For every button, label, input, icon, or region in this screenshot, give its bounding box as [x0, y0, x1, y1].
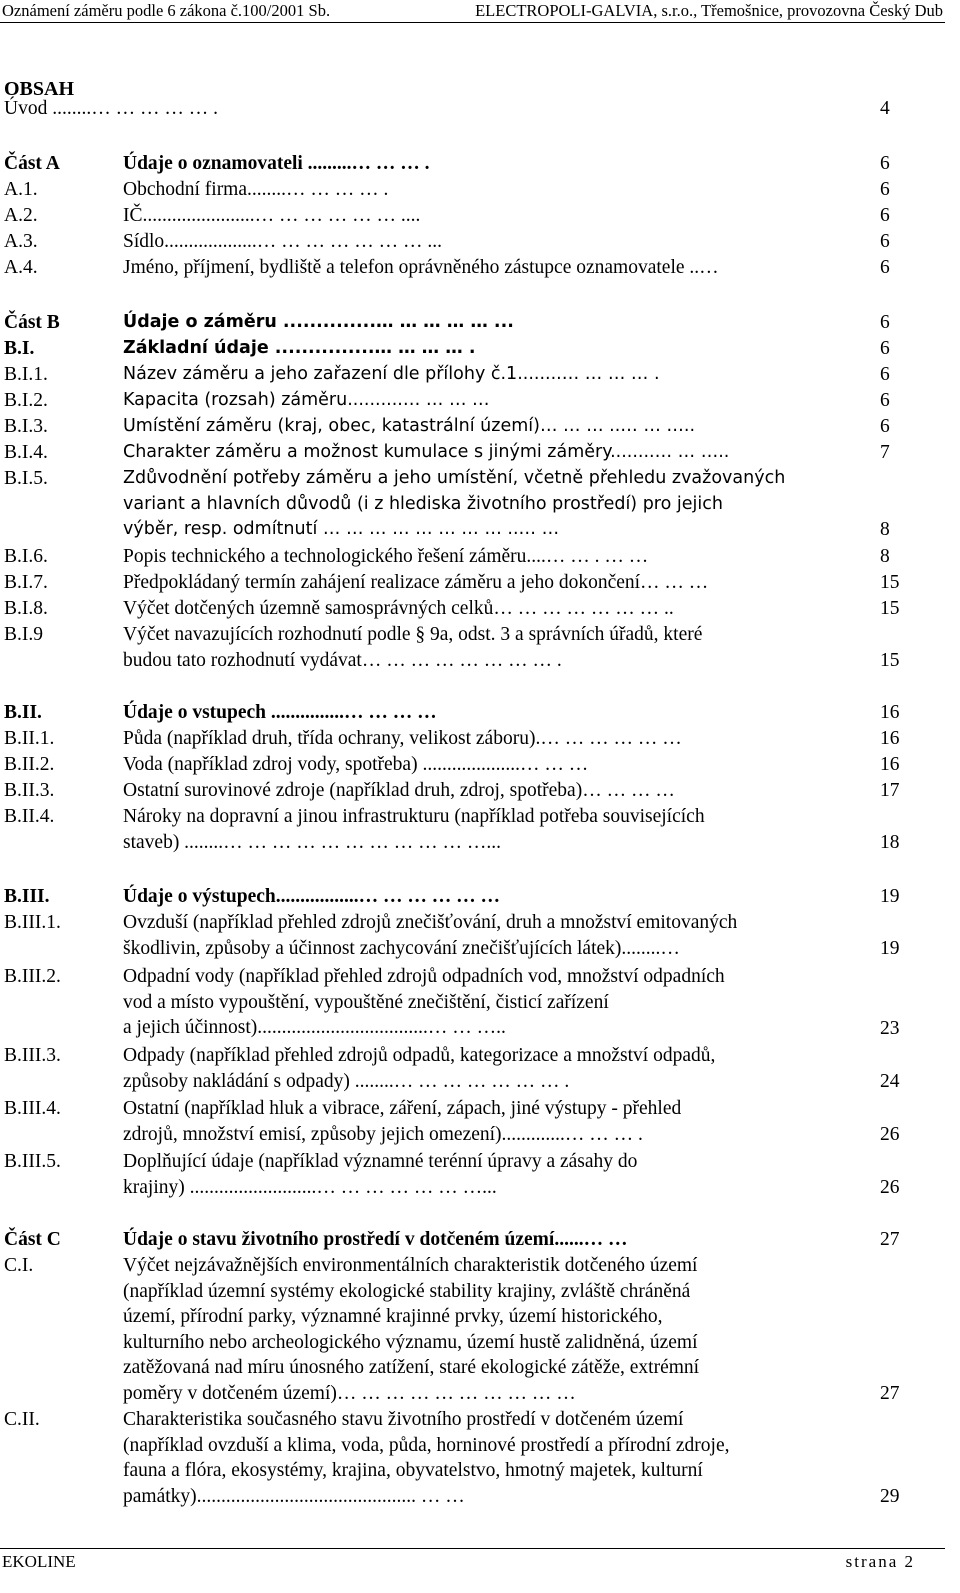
toc-entry-title: Výčet navazujících rozhodnutí podle § 9a, odst. 3 a správních úřadů, které budou tato rozhodnutí vydávat… … … … … … … … .: [123, 624, 703, 671]
toc-entry-title: Odpady (například přehled zdrojů odpadů, kategorizace a množství odpadů, způsoby nakládání s odpady) ........… … … … … … … .: [123, 1045, 716, 1092]
toc-entry-page: 7: [880, 442, 890, 463]
toc-entry-number: B.I.4.: [4, 442, 48, 463]
toc-entry-title: Údaje o výstupech.................… … … … … …: [123, 886, 501, 907]
toc-entry-page: 15: [880, 650, 900, 671]
toc-entry-page: 27: [880, 1383, 900, 1404]
toc-entry-page: 6: [880, 205, 890, 226]
toc-entry-title: Charakter záměru a možnost kumulace s jinými záměry........… … …..: [123, 442, 730, 462]
toc-entry-number: A.4.: [4, 257, 38, 278]
toc-entry-page: 23: [880, 1018, 900, 1039]
toc-entry-title: Údaje o oznamovateli .........… … … .: [123, 153, 430, 174]
page-footer: [0, 1548, 945, 1589]
toc-entry-page: 16: [880, 754, 900, 775]
toc-entry-number: A.2.: [4, 205, 38, 226]
toc-entry-page: 18: [880, 832, 900, 853]
toc-entry-title: Předpokládaný termín zahájení realizace záměru a jeho dokončení… … …: [123, 572, 709, 593]
toc-entry-title: Jméno, příjmení, bydliště a telefon oprávněného zástupce oznamovatele ..…: [123, 257, 719, 278]
toc-entry-number: B.I.6.: [4, 546, 48, 567]
toc-entry-title: Ovzduší (například přehled zdrojů znečišťování, druh a množství emitovaných škodlivin, způsoby a účinnost zachycování znečišťujících látek)........…: [123, 912, 738, 959]
toc-entry-title: IČ.......................… … … … … … ....: [123, 205, 421, 226]
header-left-text: Oznámení záměru podle 6 zákona č.100/2001 Sb.: [2, 1, 331, 20]
toc-entry-number: B.I.9: [4, 624, 43, 645]
toc-entry-title: Údaje o záměru ..............… … … … … ...: [123, 312, 514, 332]
toc-entry-number: Úvod ........… … … … … .: [4, 98, 218, 119]
toc-entry-page: 19: [880, 938, 900, 959]
toc-entry-page: 8: [880, 546, 890, 567]
toc-entry-number: B.I.2.: [4, 390, 48, 411]
toc-entry-title: Sídlo...................… … … … … … … ...: [123, 231, 443, 252]
toc-entry-page: 6: [880, 179, 890, 200]
toc-entry-page: 8: [880, 519, 890, 540]
toc-entry-title: Doplňující údaje (například významné terénní úpravy a zásahy do krajiny) ..........................… … … … … … …...: [123, 1151, 638, 1198]
toc-entry-number: Část A: [4, 153, 60, 174]
footer-company: EKOLINE: [2, 1552, 76, 1571]
toc-entry-title: Ostatní surovinové zdroje (například druh, zdroj, spotřeba)… … … …: [123, 780, 675, 801]
toc-entry-number: B.III.4.: [4, 1098, 61, 1119]
toc-entry-number: A.1.: [4, 179, 38, 200]
toc-entry-title: Umístění záměru (kraj, obec, katastrální území)… … … ..… … …..: [123, 416, 696, 436]
toc-entry-page: 6: [880, 312, 890, 333]
toc-entry-page: 6: [880, 390, 890, 411]
toc-entry-page: 4: [880, 98, 890, 119]
header-right-text: ELECTROPOLI-GALVIA, s.r.o., Třemošnice, provozovna Český Dub: [475, 1, 943, 20]
toc-entry-number: B.I.7.: [4, 572, 48, 593]
toc-entry-number: B.II.3.: [4, 780, 55, 801]
toc-entry-number: B.I.: [4, 338, 35, 359]
toc-entry-number: B.I.5.: [4, 468, 48, 489]
toc-entry-page: 17: [880, 780, 900, 801]
toc-entry-number: B.II.2.: [4, 754, 55, 775]
toc-entry-number: A.3.: [4, 231, 38, 252]
toc-entry-number: B.I.8.: [4, 598, 48, 619]
toc-entry-page: 29: [880, 1486, 900, 1507]
page-header: [0, 0, 945, 23]
toc-entry-number: Část C: [4, 1229, 61, 1250]
toc-entry-page: 26: [880, 1177, 900, 1198]
toc-entry-number: B.I.1.: [4, 364, 48, 385]
toc-entry-title: Název záměru a jeho zařazení dle přílohy č.1........… … … … .: [123, 364, 660, 384]
toc-entry-number: C.I.: [4, 1255, 34, 1276]
toc-entry-title: Údaje o stavu životního prostředí v dotčeném území......… …: [123, 1229, 628, 1250]
toc-entry-number: B.I.3.: [4, 416, 48, 437]
toc-entry-page: 6: [880, 364, 890, 385]
toc-entry-number: B.III.1.: [4, 912, 61, 933]
toc-entry-title: Popis technického a technologického řešení záměru....… … . … …: [123, 546, 649, 567]
toc-entry-number: B.III.2.: [4, 966, 61, 987]
toc-entry-title: Výčet dotčených územně samosprávných celků… … … … … … … ..: [123, 598, 674, 619]
toc-entry-number: B.III.3.: [4, 1045, 61, 1066]
toc-entry-number: B.III.5.: [4, 1151, 61, 1172]
toc-entry-title: Voda (například zdroj vody, spotřeba) ....................… … …: [123, 754, 589, 775]
toc-entry-page: 26: [880, 1124, 900, 1145]
toc-entry-title: Ostatní (například hluk a vibrace, záření, zápach, jiné výstupy - přehled zdrojů, množství emisí, způsoby jejich omezení).............… … … .: [123, 1098, 682, 1145]
toc-entry-page: 27: [880, 1229, 900, 1250]
toc-entry-title: Základní údaje ...............… … … … .: [123, 338, 476, 358]
toc-entry-title: Obchodní firma........… … … … .: [123, 179, 389, 200]
toc-entry-title: Odpadní vody (například přehled zdrojů odpadních vod, množství odpadních vod a místo vypouštění, vypouštěné znečištění, čisticí zařízení a jejich účinnost)...................................… … …..: [123, 966, 725, 1038]
toc-entry-page: 19: [880, 886, 900, 907]
toc-entry-number: B.II.1.: [4, 728, 55, 749]
toc-entry-page: 24: [880, 1071, 900, 1092]
toc-entry-title: Charakteristika současného stavu životního prostředí v dotčeném území (například ovzduší a klima, voda, půda, horninové prostředí a přírodní zdroje, fauna a flóra, ekosystémy, krajina, obyvatelstvo, hmotný majetek, kulturní památky)............................................. … …: [123, 1409, 730, 1507]
toc-entry-page: 15: [880, 572, 900, 593]
toc-entry-page: 15: [880, 598, 900, 619]
toc-entry-title: Výčet nejzávažnějších environmentálních charakteristik dotčeného území (například územní systémy ekologické stability krajiny, zvláště chráněná území, přírodní parky, významné krajinné prvky, území historického, kulturního nebo archeologického významu, území hustě zalidněná, území zatěžovaná nad míru únosného zatížení, staré ekologické zátěže, extrémní poměry v dotčeném území)… … … … … … … … … …: [123, 1255, 700, 1404]
toc-entry-page: 16: [880, 728, 900, 749]
toc-entry-page: 6: [880, 257, 890, 278]
toc-title: OBSAH: [4, 78, 75, 100]
toc-entry-title: Nároky na dopravní a jinou infrastrukturu (například potřeba souvisejících staveb) ........… … … … … … … … … … …...: [123, 806, 705, 853]
toc-entry-title: Půda (například druh, třída ochrany, velikost záboru).… … … … … …: [123, 728, 682, 749]
toc-entry-title: Kapacita (rozsah) záměru..........… … … …: [123, 390, 490, 410]
footer-page-number: strana 2: [845, 1552, 915, 1571]
toc-entry-page: 6: [880, 153, 890, 174]
toc-entry-title: Zdůvodnění potřeby záměru a jeho umístění, včetně přehledu zvažovaných variant a hlavních důvodů (i z hlediska životního prostředí) pro jejich výběr, resp. odmítnutí … … … … … … … … ..… …: [123, 468, 786, 539]
toc-entry-page: 6: [880, 338, 890, 359]
toc-entry-title: Údaje o vstupech ...............… … … …: [123, 702, 437, 723]
toc-entry-number: B.II.4.: [4, 806, 55, 827]
toc-entry-number: B.II.: [4, 702, 42, 723]
toc-entry-number: Část B: [4, 312, 60, 333]
toc-entry-number: B.III.: [4, 886, 50, 907]
toc-entry-page: 16: [880, 702, 900, 723]
toc-entry-number: C.II.: [4, 1409, 40, 1430]
toc-entry-page: 6: [880, 231, 890, 252]
toc-entry-page: 6: [880, 416, 890, 437]
